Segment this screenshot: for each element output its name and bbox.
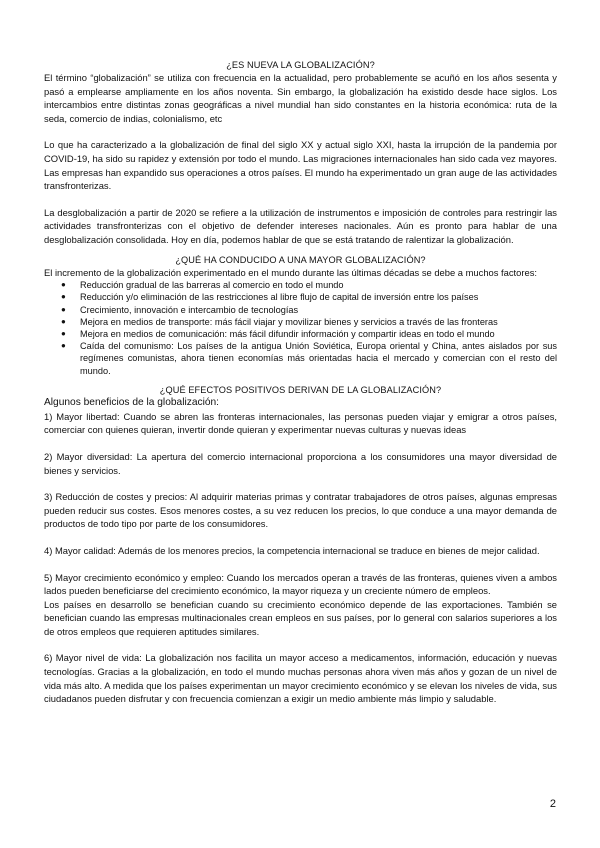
paragraph: El incremento de la globalización experimentado en el mundo durante las últimas décadas se debe a muchos factores:	[44, 266, 537, 278]
paragraph: Lo que ha caracterizado a la globalización de final del siglo XX y actual siglo XXI, hasta la irrupción de la pandemia por COVID-19, ha sido su rapidez y extensión por todo el mundo. Las migraciones internacionales han sido cada vez mayores. Las empresas han expandido sus operaciones a otros países. El mundo ha experimentado un gran auge de las actividades transfronterizas.	[44, 139, 557, 192]
page-number: 2	[549, 798, 556, 810]
benefit-item: Los países en desarrollo se benefician cuando su crecimiento económico depende de las exportaciones. También se benefician cuando las empresas multinacionales crean empleos en sus países, por lo general con salarios superiores a los de otros empleos que requieren aptitudes similares.	[44, 598, 557, 637]
benefit-item: 3) Reducción de costes y precios: Al adquirir materias primas y contratar trabajadores de otros países, algunas empresas pueden reducir sus costes. Esos menores costes, a su vez reducen los precios, lo que conduce a una mayor demanda de productos de todo tipo por parte de los consumidores.	[44, 491, 557, 530]
paragraph: El término “globalización” se utiliza con frecuencia en la actualidad, pero probablemente se acuñó en los años sesenta y pasó a emplearse ampliamente en los años noventa. Sin embargo, la globalización ha existido desde hace siglos. Los intercambios entre distintas zonas geográficas a nivel mundial han sido constantes en la historia económica: ruta de la seda, comercio de indias, colonialismo, etc	[44, 72, 557, 124]
paragraph: La desglobalización a partir de 2020 se refiere a la utilización de instrumentos e imposición de controles para restringir las actividades transfronterizas con el objetivo de defender intereses nacionales. Aún es pronto para hablar de una desglobalización consolidada. Hoy en día, podemos hablar de que se está tratando de ralentizar la globalización.	[44, 206, 557, 245]
list-item: ● Mejora en medios de comunicación: más fácil difundir información y compartir ideas en todo el mundo	[61, 328, 495, 339]
list-item: ● Crecimiento, innovación e intercambio de tecnologías	[61, 304, 299, 315]
bullet-icon: ●	[61, 328, 66, 338]
benefit-item: 2) Mayor diversidad: La apertura del comercio internacional proporciona a los consumidores una mayor diversidad de bienes y servicios.	[44, 450, 557, 476]
benefit-item: 4) Mayor calidad: Además de los menores precios, la competencia internacional se traduce en bienes de mejor calidad.	[44, 544, 540, 556]
bullet-icon: ●	[61, 341, 66, 351]
paragraph: Algunos beneficios de la globalización:	[44, 396, 220, 408]
document-page	[44, 59, 557, 706]
bullet-icon: ●	[61, 280, 66, 290]
benefit-item: 1) Mayor libertad: Cuando se abren las fronteras internacionales, las personas pueden viajar y emigrar a otros países, comerciar con quienes quieran, invertir donde quieran y experimentar nuevas culturas y nuevas ideas	[44, 410, 557, 436]
section-heading-is-globalization-new: ¿ES NUEVA LA GLOBALIZACIÓN?	[226, 60, 375, 70]
list-item: ● Mejora en medios de transporte: más fácil viajar y movilizar bienes y servicios a través de las fronteras	[61, 316, 498, 327]
benefit-item: 6) Mayor nivel de vida: La globalización nos facilita un mayor acceso a medicamentos, información, educación y nuevas tecnologías. Gracias a la globalización, en todo el mundo muchas personas ahora viven más años y gozan de un nivel de vida más alto. A medida que los países experimentan un mayor crecimiento económico y se elevan los niveles de vida, sus ciudadanos pueden disfrutar y con frecuencia comienzan a exigir un medio ambiente más limpio y saludable.	[44, 652, 557, 705]
bullet-icon: ●	[61, 304, 66, 314]
factors-list	[44, 279, 557, 377]
section-heading-causes: ¿QUÉ HA CONDUCIDO A UNA MAYOR GLOBALIZACIÓN?	[175, 254, 426, 265]
section-heading-positive-effects: ¿QUÉ EFECTOS POSITIVOS DERIVAN DE LA GLOBALIZACIÓN?	[159, 384, 442, 395]
list-item: ● Reducción y/o eliminación de las restricciones al libre flujo de capital de inversión entre los países	[61, 292, 479, 303]
bullet-icon: ●	[61, 316, 66, 326]
benefit-item: 5) Mayor crecimiento económico y empleo: Cuando los mercados operan a través de las fronteras, quienes viven a ambos lados pueden beneficiarse del crecimiento económico, la mayor riqueza y un creciente número de empleos.	[44, 571, 557, 597]
list-item: ● Reducción gradual de las barreras al comercio en todo el mundo	[61, 280, 344, 291]
list-item: ● Caída del comunismo: Los países de la antigua Unión Soviética, Europa oriental y China, antes aislados por sus regímenes comunistas, ahora tienen economías más orientadas hacia el mercado y comercian con el resto del mundo.	[61, 341, 557, 376]
bullet-icon: ●	[61, 292, 66, 302]
